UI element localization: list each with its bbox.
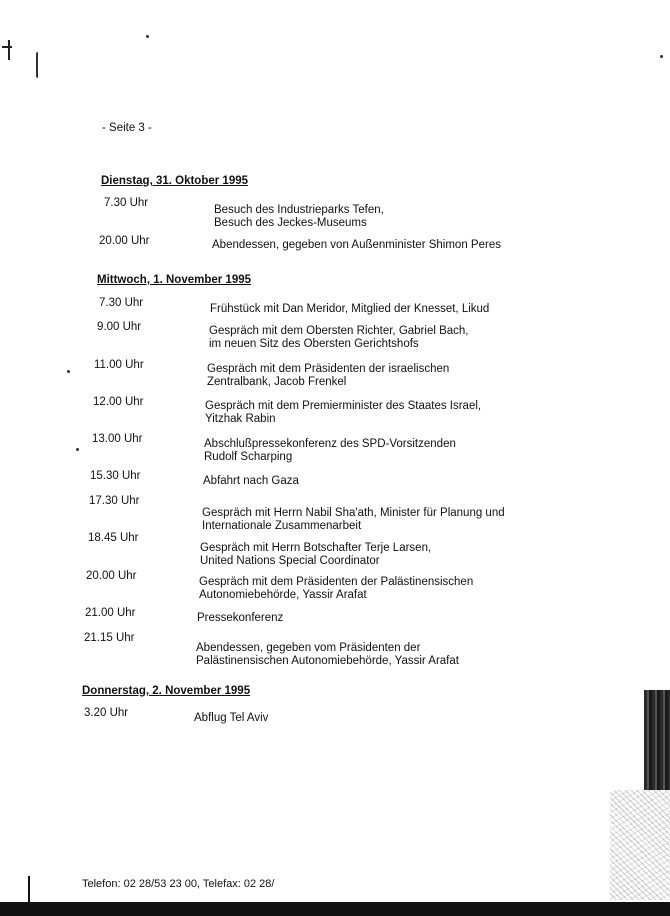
entry-description-line: Autonomiebehörde, Yassir Arafat (199, 589, 367, 601)
entry-time: 3.20 Uhr (84, 707, 129, 719)
entry-description-line: Besuch des Industrieparks Tefen, (214, 204, 384, 216)
entry-time: 18.45 Uhr (88, 532, 139, 544)
entry-description-line: Yitzhak Rabin (205, 413, 276, 425)
scan-artifact-dot (76, 448, 79, 451)
entry-description-line: Gespräch mit Herrn Nabil Sha'ath, Minister für Planung und (202, 507, 505, 519)
entry-time: 20.00 Uhr (86, 570, 137, 582)
entry-description-line: Zentralbank, Jacob Frenkel (207, 376, 347, 388)
entry-description-line: Gespräch mit dem Präsidenten der Palästinensischen (199, 576, 474, 588)
scan-artifact-right-block (644, 690, 670, 790)
day-heading-thursday: Donnerstag, 2. November 1995 (82, 685, 251, 697)
entry-description-line: Besuch des Jeckes-Museums (214, 217, 367, 229)
entry-time: 7.30 Uhr (99, 297, 144, 309)
entry-description-line: Rudolf Scharping (204, 451, 293, 463)
entry-description-line: Palästinensischen Autonomiebehörde, Yassir Arafat (196, 655, 459, 667)
entry-time: 17.30 Uhr (89, 495, 140, 507)
scan-artifact-dot (146, 35, 149, 38)
scan-artifact-bottom-tick (28, 876, 30, 902)
entry-time: 11.00 Uhr (94, 359, 144, 371)
entry-time: 15.30 Uhr (90, 470, 141, 482)
page-number-label: - Seite 3 - (102, 122, 152, 134)
scan-artifact-left-edge (0, 40, 14, 80)
entry-description-line: Gespräch mit Herrn Botschafter Terje Larsen, (200, 542, 432, 554)
entry-description-line: Abendessen, gegeben von Außenminister Shimon Peres (212, 239, 501, 251)
entry-description-line: Gespräch mit dem Präsidenten der israelischen (207, 363, 450, 375)
day-heading-wednesday: Mittwoch, 1. November 1995 (97, 274, 252, 286)
entry-time: 13.00 Uhr (92, 433, 143, 445)
entry-description-line: Pressekonferenz (197, 612, 284, 624)
entry-time: 9.00 Uhr (97, 321, 142, 333)
entry-description-line: Abflug Tel Aviv (194, 712, 269, 724)
entry-description-line: Internationale Zusammenarbeit (202, 520, 362, 532)
entry-description-line: Abendessen, gegeben vom Präsidenten der (196, 642, 421, 654)
scan-artifact-bottom-bar (0, 902, 670, 916)
entry-description-line: United Nations Special Coordinator (200, 555, 380, 567)
scan-artifact-dot (67, 370, 70, 373)
entry-description-line: Abfahrt nach Gaza (203, 475, 299, 487)
entry-description-line: Gespräch mit dem Obersten Richter, Gabriel Bach, (209, 325, 469, 337)
entry-time: 7.30 Uhr (104, 197, 149, 209)
entry-time: 21.15 Uhr (84, 632, 135, 644)
entry-time: 21.00 Uhr (85, 607, 136, 619)
scan-artifact-mark (36, 52, 41, 78)
entry-description-line: Abschlußpressekonferenz des SPD-Vorsitzenden (204, 438, 456, 450)
entry-time: 12.00 Uhr (93, 396, 144, 408)
entry-time: 20.00 Uhr (99, 235, 150, 247)
scan-artifact-dot (660, 55, 663, 58)
entry-description-line: Frühstück mit Dan Meridor, Mitglied der Knesset, Likud (210, 303, 490, 315)
footer-contact-line: Telefon: 02 28/53 23 00, Telefax: 02 28/ (82, 878, 275, 890)
scan-artifact-right-noise (610, 790, 670, 900)
entry-description-line: Gespräch mit dem Premierminister des Staates Israel, (205, 400, 482, 412)
entry-description-line: im neuen Sitz des Obersten Gerichtshofs (209, 338, 419, 350)
day-heading-tuesday: Dienstag, 31. Oktober 1995 (101, 175, 249, 187)
